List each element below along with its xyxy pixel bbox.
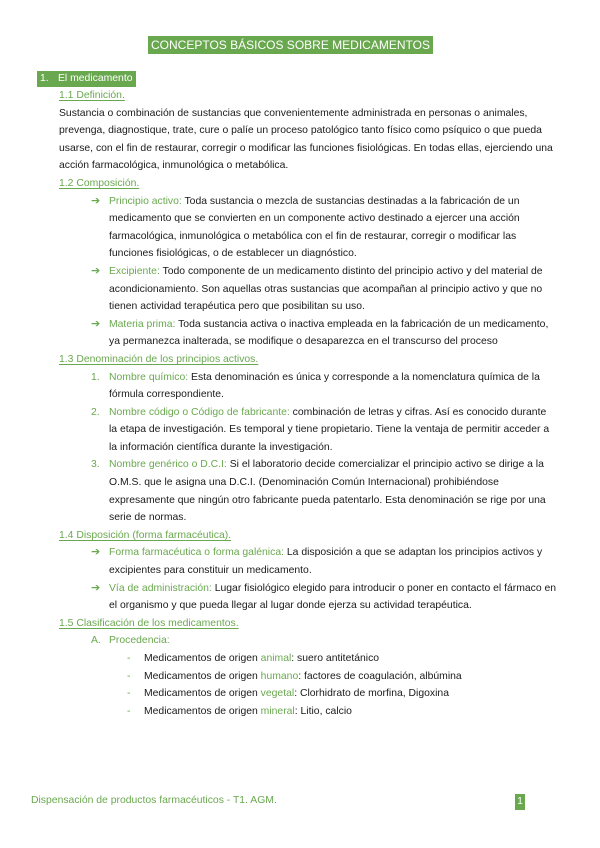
item-highlight: humano [260,670,299,682]
list-item [37,703,557,721]
numbered-item [37,404,557,457]
item-text: Toda sustancia activa o inactiva empleada en la fabricación de un medicamento, ya permanezca inalterada, se modifique o desaparezca en el transcurso del proceso [109,318,549,348]
arrow-bullet-icon: ➔ [91,546,101,559]
item-number: 3. [91,459,100,471]
arrow-bullet-icon: ➔ [91,317,101,330]
item-highlight: vegetal [260,688,295,700]
item-term: Nombre código o Código de fabricante: [109,406,290,418]
subsection-1-1-heading: 1.1 Definición. [59,90,125,101]
item-number: 1. [91,371,100,383]
arrow-bullet-icon: ➔ [91,581,101,594]
dash-bullet: - [127,653,131,664]
list-item [37,316,557,351]
list-item [37,193,557,263]
item-text: Si el laboratorio decide comercializar el principio activo se dirige a la O.M.S. que le asigna una D.C.I. (Denominación Común Internacional) prohibiéndose expresamente que ningún otro fabricante pueda patentarlo. Esta denominación se rige por una serie de normas. [109,459,546,524]
item-term: Principio activo: [109,195,182,207]
document-title: CONCEPTOS BÁSICOS SOBRE MEDICAMENTOS [148,36,433,54]
item-term: Excipiente: [109,265,160,277]
item-suffix: : suero antitetánico [291,653,380,664]
subsection-1-3-heading: 1.3 Denominación de los principios activos. [59,353,259,365]
list-item [37,668,557,686]
dash-bullet: - [127,688,131,700]
item-prefix: Medicamentos de origen [144,705,261,717]
subheading-label: Procedencia: [109,635,170,647]
item-highlight: mineral [260,705,295,717]
item-term: Nombre genérico o D.C.I: [109,459,227,471]
item-number: 2. [91,406,100,418]
item-term: Vía de administración: [109,582,212,594]
item-text: combinación de letras y cifras. Así es conocido durante la etapa de investigación. Es temporal y tiene propietario. Tiene la ventaja de permitir acceder a la información científica durante la investigación. [109,406,550,453]
arrow-bullet-icon: ➔ [91,264,101,277]
item-prefix: Medicamentos de origen [144,670,261,682]
item-suffix: : factores de coagulación, albúmina [298,670,462,682]
subheading-letter: A. [91,635,101,647]
item-highlight: animal [260,653,292,664]
section-1-number: 1. [40,73,49,84]
section-1-heading [37,71,557,87]
arrow-bullet-icon: ➔ [91,194,101,207]
list-item [37,650,557,668]
item-prefix: Medicamentos de origen [144,688,261,700]
item-text: Esta denominación es única y corresponde a la nomenclatura química de la fórmula correspondiente. [109,371,540,401]
document-body [37,71,557,720]
section-1-title: El medicamento [58,73,133,84]
dash-bullet: - [127,670,131,682]
item-suffix: : Litio, calcio [294,705,352,717]
list-item [37,685,557,703]
numbered-item [37,369,557,404]
definition-paragraph: Sustancia o combinación de sustancias que convenientemente administrada en personas o animales, prevenga, diagnostique, trate, cure o palíe un proceso patológico tanto físico como psíquico o que pueda usarse, con el fin de restaurar, corregir o modificar las funciones fisiológicas. En todas ellas, ejerciendo una acción farmacológica, inmunológica o metabólica. [59,107,553,172]
subsection-1-2-heading: 1.2 Composición. [59,177,140,189]
list-item [37,544,557,579]
section-1-heading-mark [37,71,136,87]
item-term: Materia prima: [109,318,176,330]
item-prefix: Medicamentos de origen [144,653,261,664]
list-item [37,263,557,316]
list-item [37,580,557,615]
subsection-1-5-heading: 1.5 Clasificación de los medicamentos. [59,617,239,629]
dash-bullet: - [127,705,131,717]
footer-text: Dispensación de productos farmacéuticos - T1. AGM. [31,795,277,806]
subsection-1-4-heading: 1.4 Disposición (forma farmacéutica). [59,529,232,541]
item-text: Todo componente de un medicamento distinto del principio activo y del material de acondicionamiento. Son aquellas otras sustancias que acompañan al principio activo y que no tienen actividad terapéutica pero que posibilitan su uso. [109,265,543,313]
page-number: 1 [515,794,525,810]
numbered-item [37,456,557,526]
item-text: Lugar fisiológico elegido para introducir o poner en contacto el fármaco en el organismo y que pueda llegar al lugar donde ejerza su actividad terapéutica. [109,582,557,612]
subheading-procedencia [37,632,557,650]
item-term: Forma farmacéutica o forma galénica: [109,547,284,559]
item-text: Toda sustancia o mezcla de sustancias destinadas a la fabricación de un medicamento que se convierten en un componente activo destinado a ejercer una acción farmacológica, inmunológica o metabólica con el fin de restaurar, corregir o modificar las funciones fisiológicas, o de establecer un diagnóstico. [109,195,520,260]
item-term: Nombre químico: [109,371,189,383]
item-text: La disposición a que se adaptan los principios activos y excipientes para constituir un medicamento. [109,547,543,577]
item-suffix: : Clorhidrato de morfina, Digoxina [294,688,449,700]
